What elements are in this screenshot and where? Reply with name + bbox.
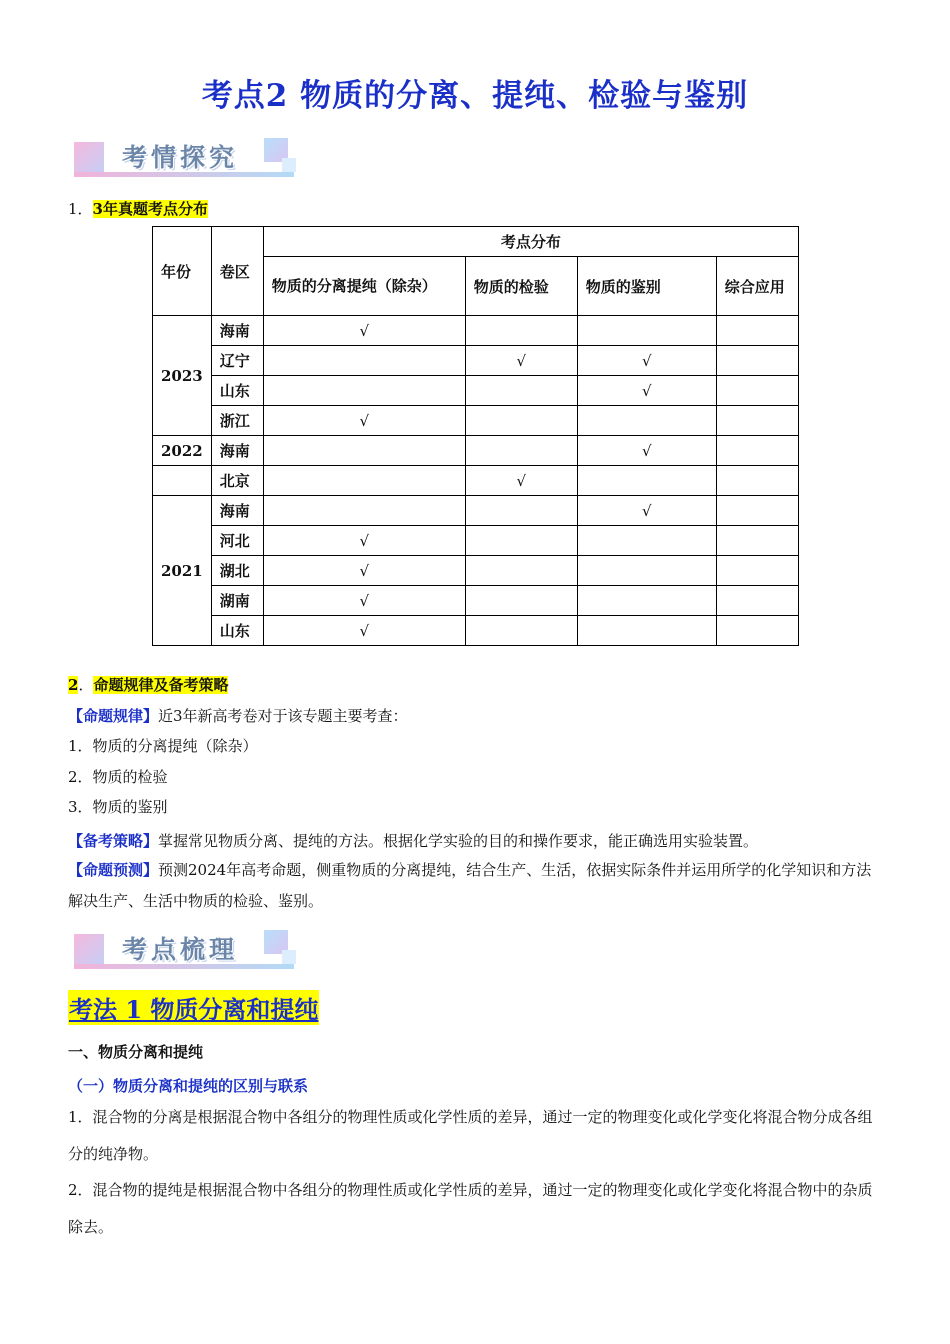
table-row [153,496,799,526]
table-row [153,316,799,346]
check-cell [716,496,798,526]
year-cell: 2022 [153,436,212,466]
banner-title: 考情探究 [122,143,239,172]
region-cell: 浙江 [211,406,263,436]
banner-decoration [74,934,104,964]
check-cell [263,496,465,526]
check-cell: √ [577,346,716,376]
header-year: 年份 [153,227,212,316]
region-cell: 河北 [211,526,263,556]
check-cell: √ [465,466,577,496]
region-cell: 湖南 [211,586,263,616]
section-banner-key-points [74,930,296,978]
check-cell [465,556,577,586]
region-cell: 辽宁 [211,346,263,376]
section-heading-2 [68,674,228,695]
check-cell [465,406,577,436]
year-cell-empty [153,466,212,496]
check-cell [465,616,577,646]
section-title: 命题规律及备考策略 [93,676,229,694]
check-cell [465,496,577,526]
exam-distribution-table [152,226,799,646]
table-row [153,346,799,376]
strategy-label: 【备考策略】 [68,832,159,850]
check-cell: √ [577,436,716,466]
table-row [153,406,799,436]
check-cell [577,406,716,436]
region-cell: 海南 [211,436,263,466]
region-cell: 海南 [211,496,263,526]
table-row [153,586,799,616]
check-cell [716,376,798,406]
check-cell: √ [263,586,465,616]
rule-item: 3．物质的鉴别 [68,798,168,816]
check-cell [577,586,716,616]
check-cell [716,616,798,646]
table-row [153,616,799,646]
header-col: 物质的分离提纯（除杂） [263,257,465,316]
table-row [153,556,799,586]
banner-decoration [74,142,104,172]
page-title: 考点2 物质的分离、提纯、检验与鉴别 [201,78,749,114]
check-cell: √ [465,346,577,376]
check-cell [577,466,716,496]
region-cell: 山东 [211,376,263,406]
section-number: 2 [68,676,79,694]
check-cell: √ [263,316,465,346]
banner-title: 考点梳理 [122,935,239,964]
strategy-text: 掌握常见物质分离、提纯的方法。根据化学实验的目的和操作要求，能正确选用实验装置。 [158,832,759,850]
section-separator: ． [78,676,94,694]
check-cell [263,376,465,406]
check-cell [716,466,798,496]
rule-label: 【命题规律】 [68,707,159,725]
header-col: 综合应用 [716,257,798,316]
check-cell [577,616,716,646]
check-cell [263,436,465,466]
check-cell [465,316,577,346]
year-cell: 2023 [153,316,212,436]
heading-level-1: 一、物质分离和提纯 [68,1043,204,1061]
table-row [153,526,799,556]
header-region: 卷区 [211,227,263,316]
forecast-paragraph [68,855,886,917]
section-banner-exam-analysis [74,138,296,186]
check-cell [716,556,798,586]
rule-item: 2．物质的检验 [68,768,168,786]
region-cell: 山东 [211,616,263,646]
section-heading-1 [68,198,208,219]
check-cell [716,406,798,436]
check-cell [465,526,577,556]
table-row [153,466,799,496]
check-cell [716,436,798,466]
header-group: 考点分布 [263,227,798,257]
banner-decoration [282,158,296,172]
rule-line [68,705,408,726]
check-cell [465,586,577,616]
rule-item: 1．物质的分离提纯（除杂） [68,737,258,755]
check-cell [577,556,716,586]
year-cell: 2021 [153,496,212,646]
check-cell: √ [263,556,465,586]
check-cell [716,316,798,346]
body-paragraph: 1．混合物的分离是根据混合物中各组分的物理性质或化学性质的差异，通过一定的物理变化或化学变化将混合物分成各组分的纯净物。 [68,1108,873,1163]
banner-decoration [282,950,296,964]
section-title: 3年真题考点分布 [92,200,208,218]
forecast-label: 【命题预测】 [68,861,159,879]
region-cell: 湖北 [211,556,263,586]
region-cell: 海南 [211,316,263,346]
check-cell: √ [263,526,465,556]
region-cell: 北京 [211,466,263,496]
check-cell [577,316,716,346]
rule-text: 近3年新高考卷对于该专题主要考查： [158,707,408,725]
header-col: 物质的鉴别 [577,257,716,316]
section-number: 1． [68,200,93,218]
check-cell [263,346,465,376]
strategy-line [68,830,758,851]
check-cell [465,436,577,466]
table-row [153,436,799,466]
check-cell [577,526,716,556]
check-cell [716,526,798,556]
forecast-text: 预测2024年高考命题，侧重物质的分离提纯，结合生产、生活，依据实际条件并运用所学的化学知识和方法解决生产、生活中物质的检验、鉴别。 [68,861,872,910]
check-cell [716,586,798,616]
table-row [153,376,799,406]
method-title: 考法 1 物质分离和提纯 [68,990,319,1025]
check-cell: √ [577,496,716,526]
check-cell: √ [263,616,465,646]
check-cell [716,346,798,376]
header-col: 物质的检验 [465,257,577,316]
body-paragraph: 2．混合物的提纯是根据混合物中各组分的物理性质或化学性质的差异，通过一定的物理变化或化学变化将混合物中的杂质除去。 [68,1181,873,1236]
check-cell: √ [263,406,465,436]
check-cell [465,376,577,406]
check-cell [263,466,465,496]
heading-level-2: （一）物质分离和提纯的区别与联系 [68,1077,309,1095]
check-cell: √ [577,376,716,406]
